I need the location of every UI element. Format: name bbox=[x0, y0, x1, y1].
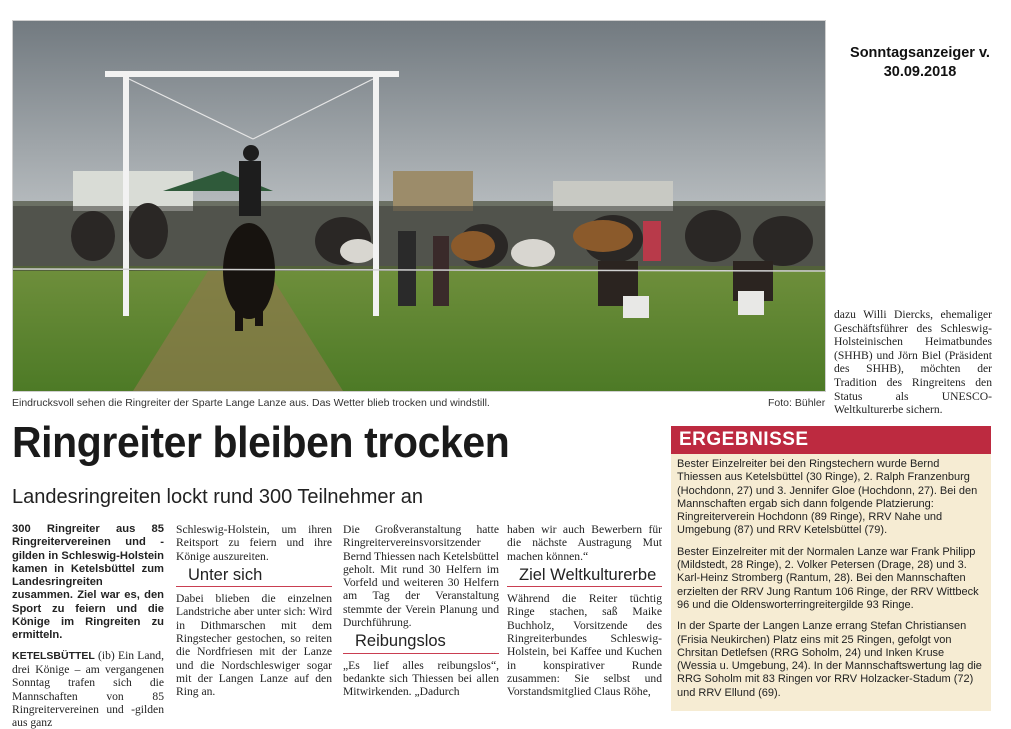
article-paragraph: Die Großveranstaltung hatte Ringreitervereinsvorsitzender Bernd Thiessen nach Ketelsbüttel geholt. Mit rund 30 Helfern im Vorfeld und weiteren 30 Helfern am Tag der Veranstaltung stemmte der Verein Planung und Durchführung. bbox=[343, 523, 499, 630]
article-paragraph: Während die Reiter tüchtig Ringe stachen, saß Maike Buchholz, Vorsitzende des Ringreiterbundes Schleswig-Holstein, bei Kaffee und Kuchen in konspirativer Runde zusammen: Sie selbst und Vorstandsmitglied Claus Röhe, bbox=[507, 592, 662, 699]
article-column-2 bbox=[176, 523, 332, 699]
source-line-2: 30.09.2018 bbox=[883, 64, 957, 80]
article-paragraph: „Es lief alles reibungslos“, bedankte sich Thiessen bei allen Mitwirkenden. „Dadurch bbox=[343, 658, 499, 699]
photo-credit: Foto: Bühler bbox=[768, 397, 826, 409]
article-paragraph: Schleswig-Holstein, um ihren Reitsport zu feiern und ihre Könige auszureiten. bbox=[176, 523, 332, 563]
article-paragraph bbox=[12, 649, 164, 729]
article-paragraph: Dabei blieben die einzelnen Landstriche aber unter sich: Wird in Dithmarschen mit dem Ringstecher gestochen, so reiten die Nordfriesen mit der Lanze und die Nordschleswiger sogar mit der Langen Lanze auf den Ring an. bbox=[176, 592, 332, 699]
source-stamp bbox=[832, 44, 1008, 82]
article-headline: Ringreiter bleiben trocken bbox=[12, 418, 510, 467]
section-subhead: Unter sich bbox=[176, 563, 332, 587]
results-title: ERGEBNISSE bbox=[671, 426, 991, 454]
article-lead: 300 Ringreiter aus 85 Ringreitervereinen und -gilden in Schleswig-Holstein kamen in Ketelsbüttel zum Landesringreiten zusammen. Ziel war es, den Sport zu feiern und die Könige im Ringreiten zu ermitteln. bbox=[12, 523, 164, 642]
photo-caption: Eindrucksvoll sehen die Ringreiter der Sparte Lange Lanze aus. Das Wetter blieb trocken und windstill. bbox=[12, 397, 490, 409]
side-column-text: dazu Willi Diercks, ehemaliger Geschäftsführer des Schleswig-Holsteinischen Heimatbundes (SHHB) und Jörn Biel (Präsident des SHHB), möchten der Tradition des Ringreitens den Status als UNESCO-Weltkulturerbe sichern. bbox=[834, 308, 992, 417]
results-body bbox=[671, 454, 991, 700]
results-box bbox=[671, 426, 991, 711]
section-subhead: Reibungslos bbox=[343, 629, 499, 653]
results-paragraph: Bester Einzelreiter mit der Normalen Lanze war Frank Philipp (Mildstedt, 28 Ringe), 2. Volker Petersen (Drage, 28) und 3. Karl-Heinz Stromberg (Rantum, 28). Bei den Mannschaften erzielten der RRV Jung Rantum 106 Ringe, der RRV Wittbeck 96 und die Oldensworterringreitergilde 93 Ringe. bbox=[677, 545, 979, 611]
results-paragraph: In der Sparte der Langen Lanze errang Stefan Christiansen (Frisia Neukirchen) Platz eins mit 25 Ringen, gefolgt von Chrsitan Detlefsen (RRG Soholm, 24) und Inken Kruse (Wessia u. Umgebung, 24). In der Mannschaftswertung lag die RRG Soholm mit 83 Ringen vor RRV Holzacker-Stadum (72) und RRV Ellund (69). bbox=[677, 620, 982, 699]
article-paragraph: haben wir auch Bewerbern für die nächste Austragung Mut machen können.“ bbox=[507, 523, 662, 563]
article-column-1 bbox=[12, 523, 164, 729]
paragraph-text: (ib) Ein Land, drei Könige – am vergangenen Sonntag trafen sich die Mannschaften von 85 Ringreitervereinen und -gilden aus ganz bbox=[12, 648, 164, 729]
article-column-4 bbox=[507, 523, 662, 699]
results-paragraph: Bester Einzelreiter bei den Ringstechern wurde Bernd Thiessen aus Ketelsbüttel (30 Ringe), 2. Ralph Franzenburg (Hochdonn, 27) und 3. Jennifer Gloe (Hochdonn, 27). Bei den Mannschaften ergab sich dann folgende Platzierung: Ringreiterverein Hochdonn (89 Ringe), RRV Nahe und Umgebung (87) und RRV Ketelsbüttel (79). bbox=[677, 458, 978, 537]
section-subhead: Ziel Weltkulturerbe bbox=[507, 563, 662, 587]
dateline: KETELSBÜTTEL bbox=[12, 649, 95, 662]
source-line-1: Sonntagsanzeiger v. bbox=[850, 45, 990, 61]
article-column-3 bbox=[343, 523, 499, 699]
article-photo bbox=[12, 20, 826, 392]
article-subheadline: Landesringreiten lockt rund 300 Teilnehmer an bbox=[12, 486, 424, 508]
